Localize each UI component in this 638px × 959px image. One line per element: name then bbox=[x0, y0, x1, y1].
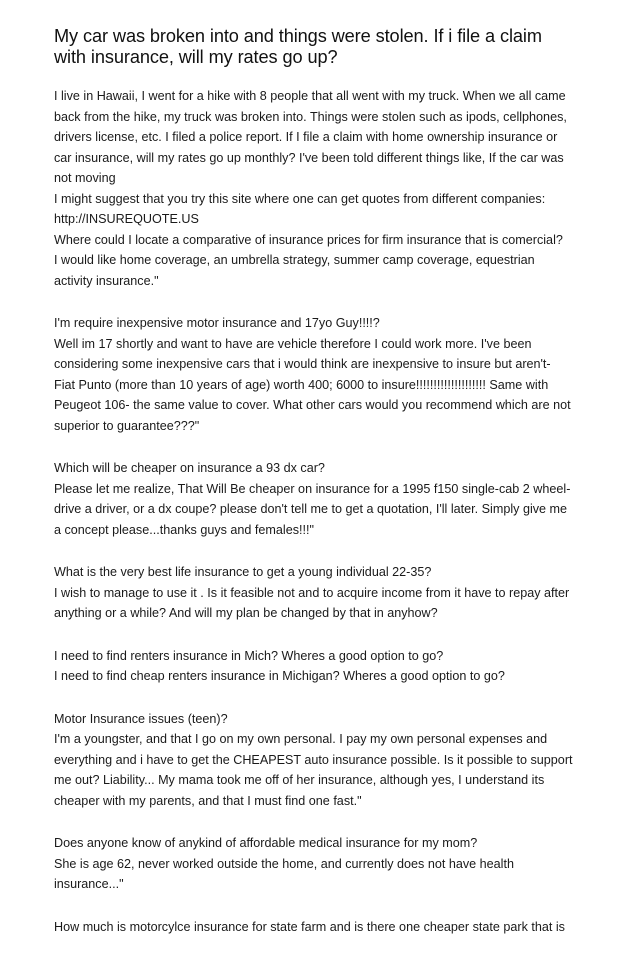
question-line: What is the very best life insurance to get a young individual 22-35? bbox=[54, 565, 432, 579]
question-line: How much is motorcylce insurance for state farm and is there one cheaper state park that is bbox=[54, 919, 565, 934]
url-text: http://INSUREQUOTE.US bbox=[54, 212, 199, 226]
text-line: a concept please...thanks guys and females!!!" bbox=[54, 522, 314, 537]
text-line: I need to find cheap renters insurance in Michigan? Wheres a good option to go? bbox=[54, 669, 505, 683]
question-line: Does anyone know of anykind of affordable medical insurance for my mom? bbox=[54, 836, 478, 850]
title-line: with insurance, will my rates go up? bbox=[54, 47, 338, 67]
text-line: cheaper with my parents, and that I must find one fast." bbox=[54, 793, 362, 808]
text-line: drive a driver, or a dx coupe? please don't tell me to get a quotation, I'll later. Simply give me bbox=[54, 502, 568, 516]
text-line: She is age 62, never worked outside the home, and currently does not have health bbox=[54, 856, 514, 871]
paragraph-block bbox=[54, 313, 594, 436]
text-line: anything or a while? And will my plan be changed by that in anyhow? bbox=[54, 606, 438, 620]
paragraph-block bbox=[54, 646, 594, 687]
text-line: everything and i have to get the CHEAPEST auto insurance possible. Is it possible to support bbox=[54, 752, 573, 767]
text-line: I wish to manage to use it . Is it feasible not and to acquire income from it have to repay after bbox=[54, 585, 570, 600]
text-line: car insurance, will my rates go up monthly? I've been told different things like, If the car was bbox=[54, 150, 564, 165]
text-line: back from the hike, my truck was broken into. Things were stolen such as ipods, cellphones, bbox=[54, 109, 567, 124]
text-line: superior to guarantee???" bbox=[54, 418, 200, 433]
text-line: I'm a youngster, and that I go on my own personal. I pay my own personal expenses and bbox=[54, 732, 548, 746]
text-line: Where could I locate a comparative of insurance prices for firm insurance that is comercial? bbox=[54, 232, 563, 247]
paragraph-block bbox=[54, 86, 594, 291]
question-line: Which will be cheaper on insurance a 93 dx car? bbox=[54, 461, 325, 475]
text-line: activity insurance." bbox=[54, 273, 159, 288]
title-line: My car was broken into and things were stolen. If i file a claim bbox=[54, 26, 542, 46]
paragraph-block bbox=[54, 458, 594, 540]
text-line: Fiat Punto (more than 10 years of age) worth 400; 6000 to insure!!!!!!!!!!!!!!!!!!!! Same with bbox=[54, 377, 549, 392]
text-line: I would like home coverage, an umbrella strategy, summer camp coverage, equestrian bbox=[54, 253, 535, 267]
text-line: Please let me realize, That Will Be cheaper on insurance for a 1995 f150 single-cab 2 wheel- bbox=[54, 481, 571, 496]
document-title bbox=[54, 26, 594, 68]
text-line: drivers license, etc. I filed a police report. If I file a claim with home ownership insurance or bbox=[54, 130, 558, 144]
text-line: I might suggest that you try this site where one can get quotes from different companies: bbox=[54, 191, 546, 206]
question-line: I need to find renters insurance in Mich? Wheres a good option to go? bbox=[54, 648, 444, 663]
paragraph-block bbox=[54, 917, 594, 938]
paragraph-block bbox=[54, 709, 594, 812]
text-line: insurance..." bbox=[54, 877, 124, 891]
text-line: Well im 17 shortly and want to have are vehicle therefore I could work more. I've been bbox=[54, 336, 532, 351]
document-page bbox=[54, 26, 594, 959]
question-line: Motor Insurance issues (teen)? bbox=[54, 711, 228, 726]
text-line: Peugeot 106- the same value to cover. What other cars would you recommend which are not bbox=[54, 398, 571, 412]
text-line: not moving bbox=[54, 171, 116, 185]
text-line: considering some inexpensive cars that i would think are inexpensive to insure but aren't- bbox=[54, 357, 551, 371]
paragraph-block bbox=[54, 833, 594, 895]
question-line: I'm require inexpensive motor insurance and 17yo Guy!!!!? bbox=[54, 316, 380, 330]
text-line: me out? Liability... My mama took me off of her insurance, although yes, I understand its bbox=[54, 773, 545, 787]
paragraph-block bbox=[54, 562, 594, 624]
text-line: I live in Hawaii, I went for a hike with 8 people that all went with my truck. When we all came bbox=[54, 89, 566, 103]
